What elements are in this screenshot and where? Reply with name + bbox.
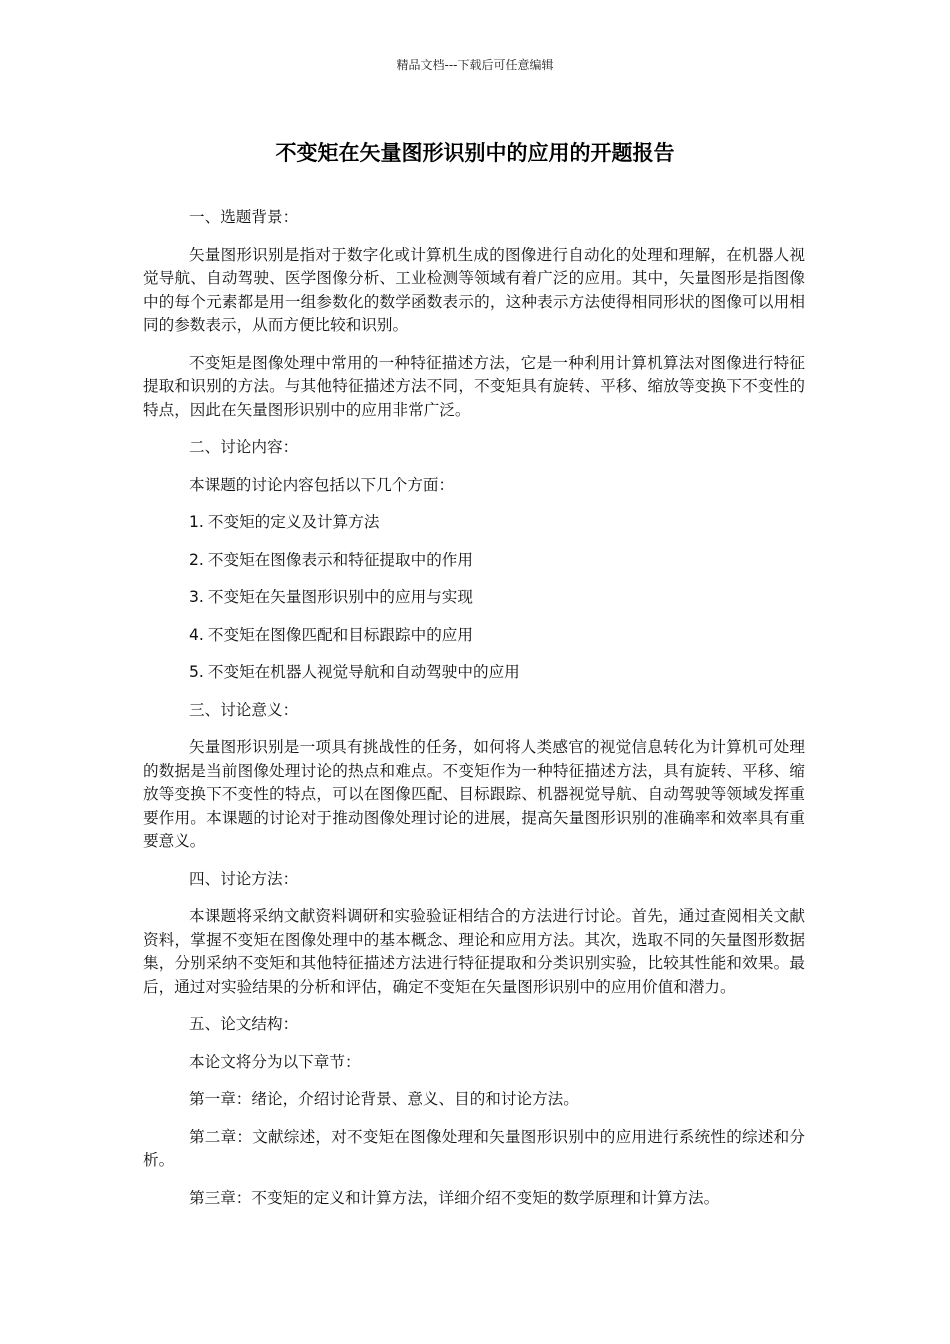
paragraph: 本课题的讨论内容包括以下几个方面： — [189, 475, 455, 494]
paragraph: 本课题将采纳文献资料调研和实验验证相结合的方法进行讨论。首先，通过查阅相关文献资料，掌握不变矩在图像处理中的基本概念、理论和应用方法。其次，选取不同的矢量图形数据集，分别采纳不变矩和其他特征描述方法进行特征提取和分类识别实验，比较其性能和效果。最后，通过对实验结果的分析和评估，确定不变矩在矢量图形识别中的应用价值和潜力。 — [143, 907, 805, 996]
section-heading-method: 四、讨论方法： — [189, 869, 299, 888]
section-heading-content: 二、讨论内容： — [189, 438, 299, 456]
document-body — [143, 206, 805, 1224]
list-item — [143, 661, 805, 685]
paragraph: 矢量图形识别是一项具有挑战性的任务，如何将人类感官的视觉信息转化为计算机可处理的数据是当前图像处理讨论的热点和难点。不变矩作为一种特征描述方法，具有旋转、平移、缩放等变换下不变性的特点，可以在图像匹配、目标跟踪、机器视觉导航、自动驾驶等领域发挥重要作用。本课题的讨论对于推动图像处理讨论的进展，提高矢量图形识别的准确率和效率具有重要意义。 — [143, 738, 805, 850]
paragraph: 本论文将分为以下章节： — [189, 1052, 361, 1071]
list-item-number: 4. — [189, 625, 204, 644]
section-heading-significance: 三、讨论意义： — [189, 700, 299, 719]
list-item — [143, 624, 805, 648]
list-item — [143, 549, 805, 573]
list-item-number: 3. — [189, 588, 204, 606]
paragraph: 不变矩是图像处理中常用的一种特征描述方法，它是一种利用计算机算法对图像进行特征提取和识别的方法。与其他特征描述方法不同，不变矩具有旋转、平移、缩放等变换下不变性的特点，因此在矢量图形识别中的应用非常广泛。 — [143, 353, 805, 419]
chapter-item: 第一章：绪论，介绍讨论背景、意义、目的和讨论方法。 — [189, 1090, 579, 1108]
document-title: 不变矩在矢量图形识别中的应用的开题报告 — [275, 141, 675, 165]
list-item-text: 不变矩在图像匹配和目标跟踪中的应用 — [207, 625, 473, 644]
list-item-text: 不变矩在图像表示和特征提取中的作用 — [207, 550, 473, 569]
list-item-number: 5. — [189, 663, 204, 681]
list-item-text: 不变矩在机器人视觉导航和自动驾驶中的应用 — [207, 663, 520, 681]
header-note: 精品文档---下载后可任意编辑 — [396, 58, 554, 72]
paragraph: 矢量图形识别是指对于数字化或计算机生成的图像进行自动化的处理和理解，在机器人视觉导航、自动驾驶、医学图像分析、工业检测等领域有着广泛的应用。其中，矢量图形是指图像中的每个元素都是用一组参数化的数学函数表示的，这种表示方法使得相同形状的图像可以用相同的参数表示，从而方便比较和识别。 — [143, 245, 805, 334]
section-heading-background: 一、选题背景： — [189, 208, 299, 226]
list-item-number: 1. — [189, 513, 204, 531]
list-item-number: 2. — [189, 550, 204, 569]
list-item — [143, 511, 805, 535]
section-heading-structure: 五、论文结构： — [189, 1015, 299, 1033]
list-item-text: 不变矩的定义及计算方法 — [207, 513, 380, 531]
list-item — [143, 586, 805, 610]
list-item-text: 不变矩在矢量图形识别中的应用与实现 — [207, 588, 473, 606]
chapter-item: 第二章：文献综述，对不变矩在图像处理和矢量图形识别中的应用进行系统性的综述和分析。 — [143, 1127, 805, 1169]
chapter-item: 第三章：不变矩的定义和计算方法，详细介绍不变矩的数学原理和计算方法。 — [189, 1188, 720, 1207]
